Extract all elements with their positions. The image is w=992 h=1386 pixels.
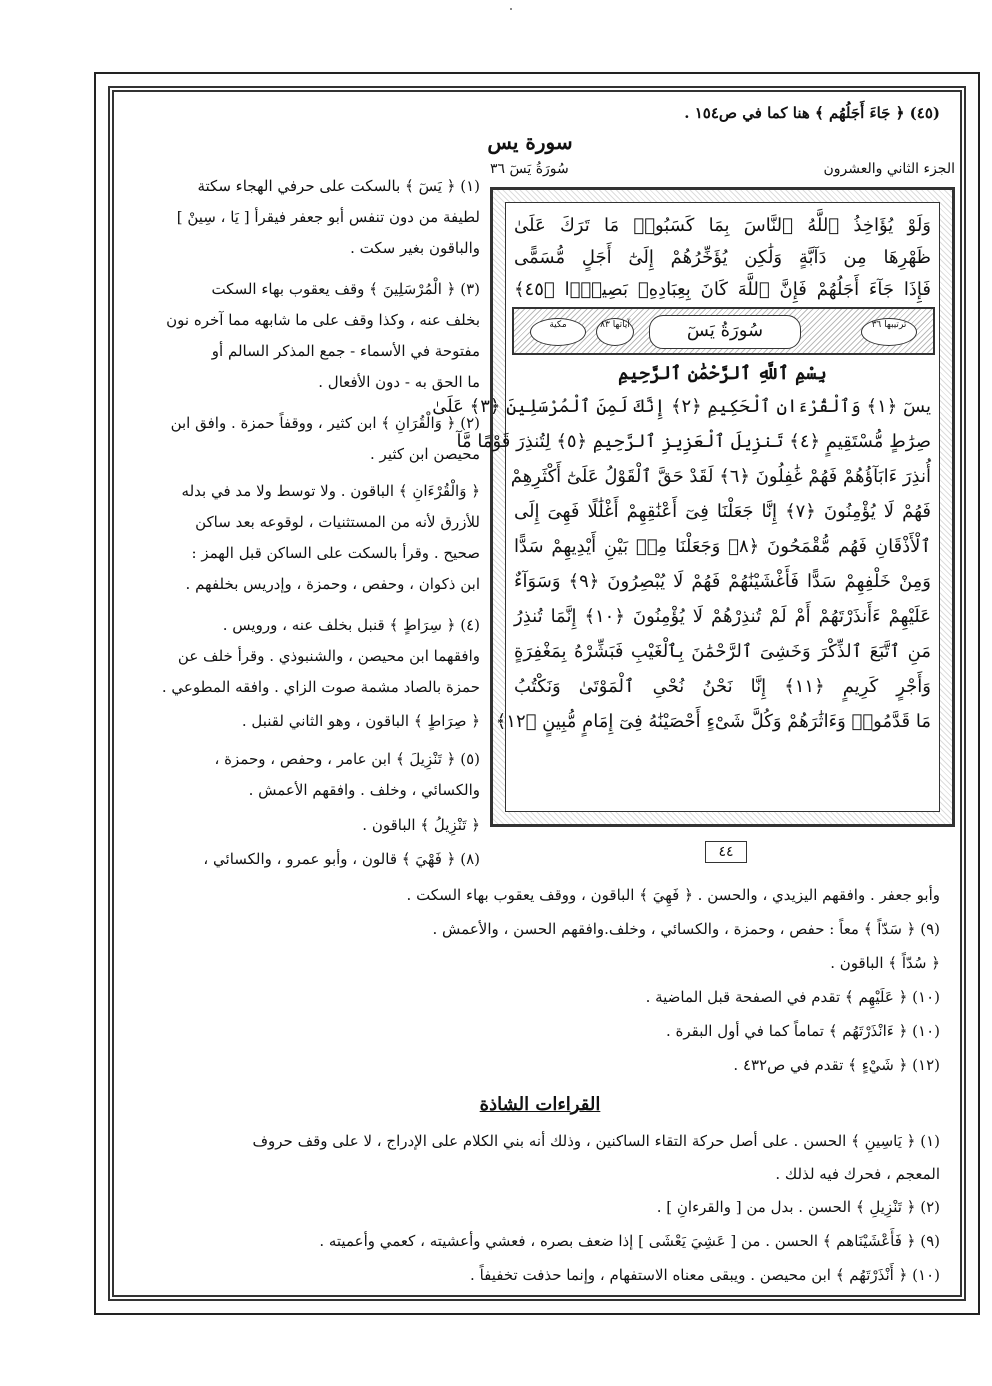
side-note-line: (٨) ﴿ فَهْيَ ﴾ قالون ، وأبو عمرو ، والكسائي ، (203, 850, 480, 868)
quran-line: أُنذِرَ ءَابَآؤُهُمْ فَهُمْ غَٰفِلُونَ ﴿٦﴾ لَقَدْ حَقَّ ٱلْقَوْلُ عَلَىٰٓ أَكْثَرِهِمْ (510, 466, 931, 487)
quran-line: يسٓ ﴿١﴾ وَٱلْقُرْءَانِ ٱلْحَكِيمِ ﴿٢﴾ إِنَّكَ لَمِنَ ٱلْمُرْسَلِينَ ﴿٣﴾ عَلَىٰ (432, 396, 931, 417)
shadh-note-line: (٩) ﴿ فَأَعْشَيْنَاهم ﴾ الحسن . من [ عَشِيَ يَعْشَى ] إذا ضعف بصره ، فعشي وأعشيته ، كعمي وأعميته . (319, 1232, 940, 1250)
quran-line: ٱلْأَذْقَانِ فَهُم مُّقْمَحُونَ ﴿٨﴾ وَجَعَلْنَا مِنۢ بَيْنِ أَيْدِيهِمْ سَدًّا (514, 536, 931, 557)
side-note-line: (٣) ﴿ الْمُرْسَلِينَ ﴾ وقف يعقوب بهاء السكت (211, 280, 480, 298)
note-line: ﴿ سُدّاً ﴾ الباقون . (830, 954, 940, 972)
side-note-line: وافقهما ابن محيصن ، والشنبوذي . وقرأ خلف عن (177, 647, 480, 665)
quran-line: ظَهْرِهَا مِن دَآبَّةٍ وَلَٰكِن يُؤَخِّرُهُمْ إِلَىٰٓ أَجَلٍ مُّسَمًّى (514, 247, 931, 268)
side-note-line: ﴿ وَالْقُرْءَانِ ﴾ الباقون . ولا توسط ولا مد في بدله (181, 482, 480, 500)
sura-label: سُورَةُ يَسٓ ٣٦ (490, 161, 569, 177)
shadh-note-line: (٢) ﴿ تَنْزِيلِ ﴾ الحسن . بدل من [ والقرءانِ ] . (656, 1198, 940, 1216)
side-note-line: (١) ﴿ يَسٓ ﴾ بالسكت على حرفي الهجاء سكتة (197, 177, 480, 195)
note-line: (١٠) ﴿ عَلَيْهِم ﴾ تقدم في الصفحة قبل الماضية . (645, 988, 940, 1006)
speck (510, 8, 512, 10)
side-note-line: ما الحق به - دون الأفعال . (318, 373, 480, 391)
side-note-line: ابن ذكوان ، وحفص ، وحمزة ، وإدريس بخلفهم . (185, 575, 480, 593)
quran-line: وَأَجْرٍ كَرِيمٍ ﴿١١﴾ إِنَّا نَحْنُ نُحْىِ ٱلْمَوْتَىٰ وَنَكْتُبُ (514, 676, 931, 697)
quran-line: فَهُمْ لَا يُؤْمِنُونَ ﴿٧﴾ إِنَّا جَعَلْنَا فِىٓ أَعْنَٰقِهِمْ أَغْلَٰلًا فَهِىَ إِلَى (514, 501, 931, 522)
quran-line: فَإِذَا جَآءَ أَجَلُهُمْ فَإِنَّ ٱللَّهَ كَانَ بِعِبَادِهِۦ بَصِيرًۢا ﴿٤٥﴾ (514, 279, 931, 300)
mushaf-page-number: ٤٤ (705, 841, 747, 863)
note-line: (١٢) ﴿ شَيْءٍ ﴾ تقدم في ص٤٣٢ . (733, 1056, 940, 1074)
note-line: (١٠) ﴿ ءَانْذَرْتَهُم ﴾ تماماً كما في أول البقرة . (665, 1022, 940, 1040)
mushaf-text-area (432, 202, 940, 812)
side-note-line: ﴿ صِرَاطٍ ﴾ الباقون ، وهو الثاني لقنبل . (241, 712, 480, 730)
surah-banner (512, 307, 935, 355)
juz-label: الجزء الثاني والعشرون (823, 161, 955, 177)
mushaf-header (490, 157, 955, 183)
side-note-line: حمزة بالصاد مشمة صوت الزاي . وافقه المطوعي . (161, 678, 480, 696)
quran-line: عَلَيْهِمْ ءَأَنذَرْتَهُمْ أَمْ لَمْ تُنذِرْهُمْ لَا يُؤْمِنُونَ ﴿١٠﴾ إِنَّمَا تُنذِرُ (514, 606, 931, 627)
top-note: (٤٥) ﴿ جَاءَ أَجَلُهُم ﴾ هنا كما في ص١٥٤ . (684, 104, 940, 122)
shadh-note-line: المعجم ، فحرك فيه لذلك . (775, 1165, 940, 1183)
side-note-line: محيصن ابن كثير . (370, 445, 480, 463)
note-line: (٩) ﴿ سَدّاً ﴾ معاً : حفص ، وحمزة ، والكسائي ، وخلف.وافقهم الحسن ، والأعمش . (432, 920, 940, 938)
side-note-line: بخلف عنه ، وكذا وقف على ما شابهه مما آخره نون (166, 311, 480, 329)
shadh-note-line: (١) ﴿ يَاسِينِ ﴾ الحسن . على أصل حركة التقاء الساكنين ، وذلك أنه بني الكلام على الإدراج ، لا على وقف حروف (252, 1132, 940, 1150)
quran-line: مَنِ ٱتَّبَعَ ٱلذِّكْرَ وَخَشِىَ ٱلرَّحْمَٰنَ بِٱلْغَيْبِ فَبَشِّرْهُ بِمَغْفِرَةٍ (514, 641, 931, 662)
banner-ayat-medallion: آياتها ٨٣ (596, 318, 634, 346)
mushaf-page (432, 157, 955, 867)
side-note-line: (٢) ﴿ وَالْقُرَانِ ﴾ ابن كثير ، ووقفاً حمزة . وافق ابن (170, 414, 480, 432)
surah-title: سورة يس (487, 130, 573, 154)
quran-line: وَمِنْ خَلْفِهِمْ سَدًّا فَأَغْشَيْنَٰهُمْ فَهُمْ لَا يُبْصِرُونَ ﴿٩﴾ وَسَوَآءٌ (514, 571, 931, 592)
side-note-line: صحيح . وقرأ بالسكت على الساكن قبل الهمز : (191, 544, 480, 562)
side-note-line: والباقون بغير سكت . (350, 239, 480, 257)
quran-line: مَا قَدَّمُوا۟ وَءَاثَٰرَهُمْ وَكُلَّ شَىْءٍ أَحْصَيْنَٰهُ فِىٓ إِمَامٍ مُّبِينٍ ﴿١٢﴾ (495, 711, 931, 732)
side-note-line: مفتوحة في الأسماء - جمع المذكر السالم أو (211, 342, 480, 360)
mushaf-frame (432, 187, 955, 827)
side-note-line: (٥) ﴿ تَنْزِيلَ ﴾ ابن عامر ، وحفص ، وحمزة ، (214, 750, 480, 768)
side-note-line: والكسائي ، وخلف . وافقهم الأعمش . (248, 781, 480, 799)
basmala: بِسْمِ ٱللَّهِ ٱلرَّحْمَٰنِ ٱلرَّحِيمِ (618, 363, 827, 384)
shadh-note-line: (١٠) ﴿ أَنْذَرْتَهُم ﴾ ابن محيصن . ويبقى معناه الاستفهام ، وإنما حذفت تخفيفاً . (470, 1266, 940, 1284)
quran-line: وَلَوْ يُؤَاخِذُ ٱللَّهُ ٱلنَّاسَ بِمَا كَسَبُوا۟ مَا تَرَكَ عَلَىٰ (514, 215, 931, 236)
side-note-line: للأزرق لأنه من المستثنيات ، لوقوعه بعد ساكن (195, 513, 480, 531)
note-line: وأبو جعفر . وافقهم اليزيدي ، والحسن . ﴿ فَهِيَ ﴾ الباقون ، ووقف يعقوب بهاء السكت . (406, 886, 940, 904)
side-note-line: ﴿ تَنْزِيلُ ﴾ الباقون . (362, 816, 480, 834)
side-note-line: لطيفة من دون تنفس أبو جعفر فيقرأ [ يَا ، سِينْ ] (176, 208, 480, 226)
banner-left-medallion: مكية (530, 318, 586, 346)
banner-right-medallion: ترتيبها ٣٦ (861, 318, 917, 346)
banner-surah-name: سُورَةُ يَسٓ (649, 315, 801, 349)
section-title: القراءات الشاذة (479, 1094, 601, 1115)
side-note-line: (٤) ﴿ سِرَاطٍ ﴾ قنبل بخلف عنه ، ورويس . (222, 616, 480, 634)
quran-line: صِرَٰطٍ مُّسْتَقِيمٍ ﴿٤﴾ تَنزِيلَ ٱلْعَزِيزِ ٱلرَّحِيمِ ﴿٥﴾ لِتُنذِرَ قَوْمًا مَّآ (456, 431, 931, 452)
